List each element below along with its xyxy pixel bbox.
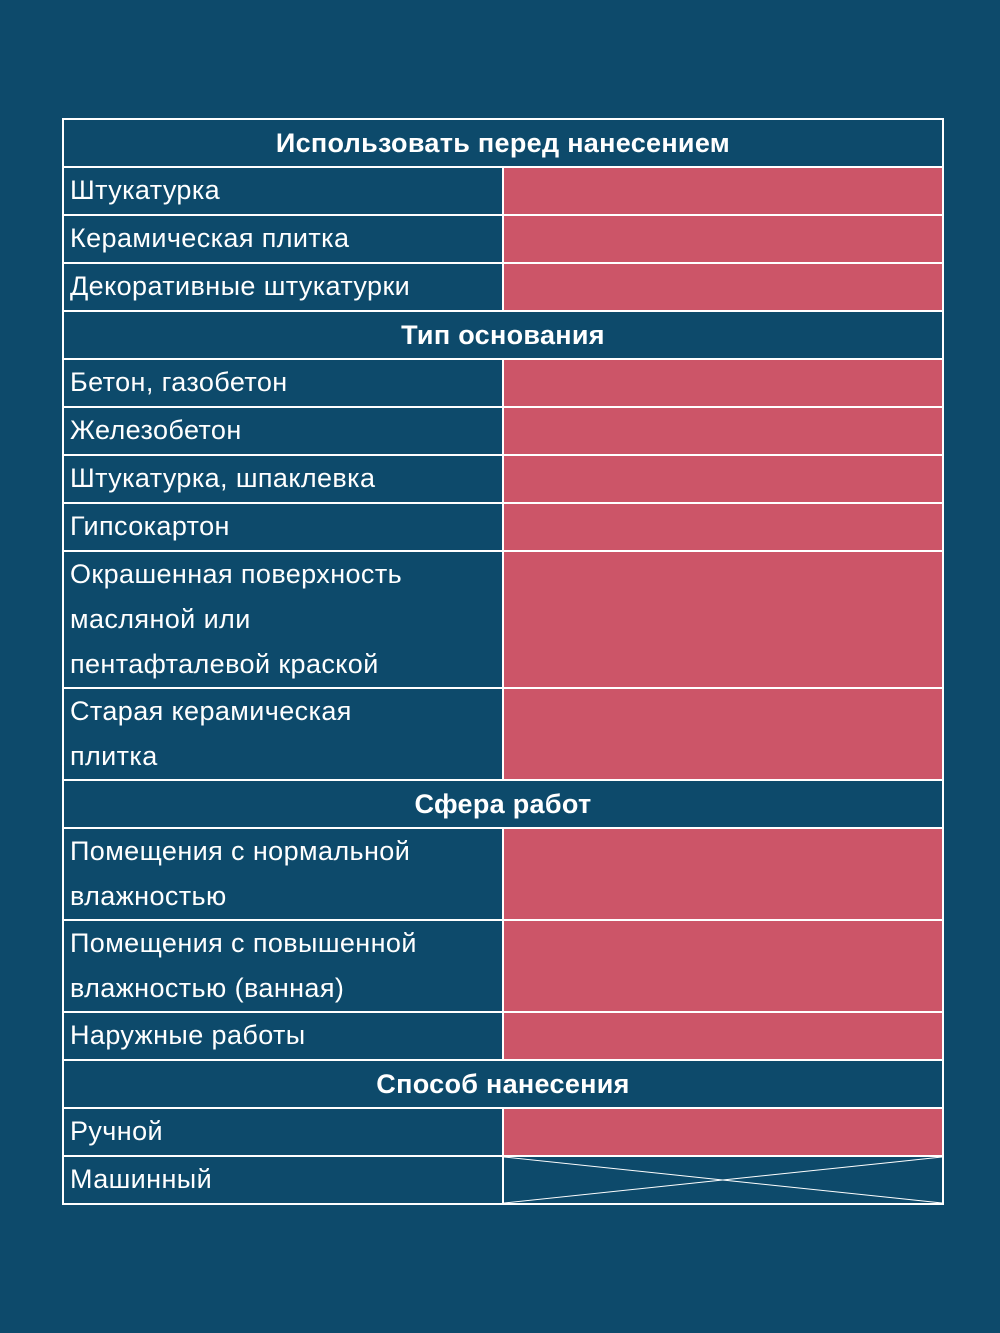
table-row [63,688,943,780]
table-row [63,828,943,920]
table-row [63,215,943,263]
section-header-row [63,311,943,359]
section-header-row [63,780,943,828]
table-row [63,1108,943,1156]
table-row [63,167,943,215]
row-label: Машинный [63,1156,503,1204]
row-label: Гипсокартон [63,503,503,551]
row-label: Декоративные штукатурки [63,263,503,311]
table-row [63,1156,943,1204]
section-title: Тип основания [63,311,943,359]
row-label: Окрашенная поверхность масляной или пентафталевой краской [63,551,503,688]
table-row [63,359,943,407]
available-marker [503,263,943,311]
table-body [63,119,943,1204]
unavailable-marker [503,1156,943,1204]
table-row [63,503,943,551]
application-spec-table [62,118,944,1205]
row-label: Ручной [63,1108,503,1156]
available-marker [503,688,943,780]
table-row [63,455,943,503]
section-title: Способ нанесения [63,1060,943,1108]
available-marker [503,407,943,455]
available-marker [503,215,943,263]
row-label: Керамическая плитка [63,215,503,263]
row-label: Наружные работы [63,1012,503,1060]
section-title: Сфера работ [63,780,943,828]
available-marker [503,828,943,920]
table-row [63,407,943,455]
row-label: Старая керамическая плитка [63,688,503,780]
section-header-row [63,119,943,167]
table-row [63,551,943,688]
row-label: Штукатурка [63,167,503,215]
table-row [63,263,943,311]
section-header-row [63,1060,943,1108]
available-marker [503,167,943,215]
available-marker [503,920,943,1012]
table-row [63,1012,943,1060]
available-marker [503,455,943,503]
cross-icon [504,1157,942,1203]
available-marker [503,359,943,407]
row-label: Помещения с повышенной влажностью (ванная) [63,920,503,1012]
row-label: Штукатурка, шпаклевка [63,455,503,503]
row-label: Железобетон [63,407,503,455]
row-label: Бетон, газобетон [63,359,503,407]
available-marker [503,1012,943,1060]
available-marker [503,551,943,688]
available-marker [503,503,943,551]
available-marker [503,1108,943,1156]
section-title: Использовать перед нанесением [63,119,943,167]
table-row [63,920,943,1012]
row-label: Помещения с нормальной влажностью [63,828,503,920]
